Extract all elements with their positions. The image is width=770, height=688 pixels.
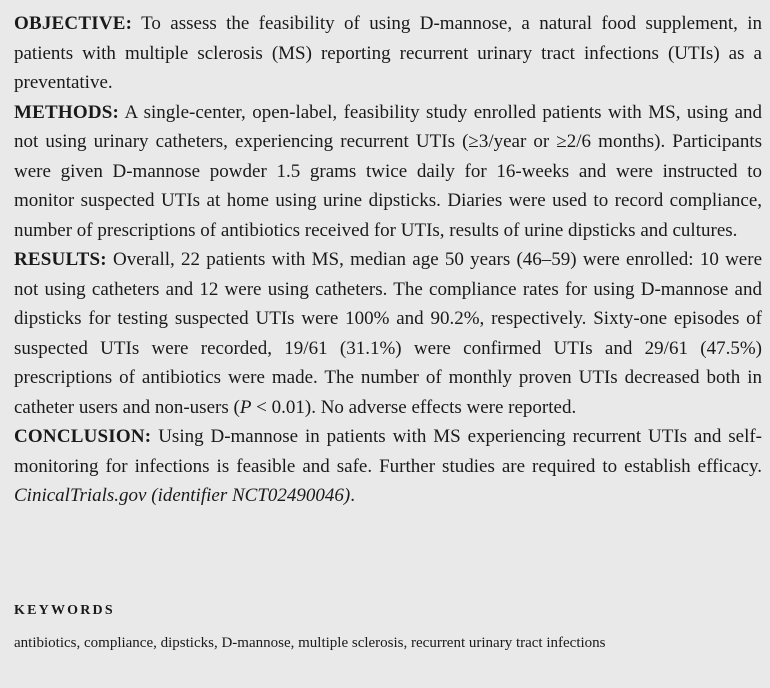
p-value-symbol: P [239, 396, 252, 418]
results-label: RESULTS: [14, 249, 107, 270]
objective-text: To assess the feasibility of using D-mannose, a natural food supplement, in patients with multiple sclerosis (MS) reporting recurrent urinary tract infections (UTIs) as a preventative. [14, 13, 762, 93]
methods-paragraph [14, 98, 762, 246]
results-text: Overall, 22 patients with MS, median age 50 years (46–59) were enrolled: 10 were not using catheters and 12 were using catheters. The compliance rates for using D-mannose and dipsticks for testing suspected UTIs were 100% and 90.2%, respectively. Sixty-one episodes of suspected UTIs were recorded, 19/61 (31.1%) were confirmed UTIs and 29/61 (47.5%) prescriptions of antibiotics were made. The number of monthly proven UTIs decreased both in catheter users and non-users ( [14, 249, 762, 418]
results-text-end: < 0.01). No adverse effects were reported. [251, 396, 577, 418]
abstract-body [14, 9, 762, 511]
conclusion-paragraph [14, 422, 762, 511]
keywords-list: antibiotics, compliance, dipsticks, D-mannose, multiple sclerosis, recurrent urinary tract infections [14, 635, 606, 651]
methods-label: METHODS: [14, 101, 120, 123]
results-paragraph [14, 245, 762, 422]
objective-paragraph [14, 9, 762, 98]
keywords-heading: KEYWORDS [14, 603, 115, 618]
methods-text: A single-center, open-label, feasibility study enrolled patients with MS, using and not using urinary catheters, experiencing recurrent UTIs (≥3/year or ≥2/6 months). Participants were given D-mannose powder 1.5 grams twice daily for 16-weeks and were instructed to monitor suspected UTIs at home using urine dipsticks. Diaries were used to record compliance, number of prescriptions of antibiotics received for UTIs, results of urine dipsticks and cultures. [14, 101, 762, 241]
conclusion-end: . [350, 485, 355, 506]
conclusion-text: Using D-mannose in patients with MS experiencing recurrent UTIs and self-monitoring for infections is feasible and safe. Further studies are required to establish efficacy. [14, 426, 762, 477]
objective-label: OBJECTIVE: [14, 13, 133, 34]
conclusion-label: CONCLUSION: [14, 426, 152, 447]
trial-registry: CinicalTrials.gov (identifier NCT02490046) [14, 485, 351, 506]
